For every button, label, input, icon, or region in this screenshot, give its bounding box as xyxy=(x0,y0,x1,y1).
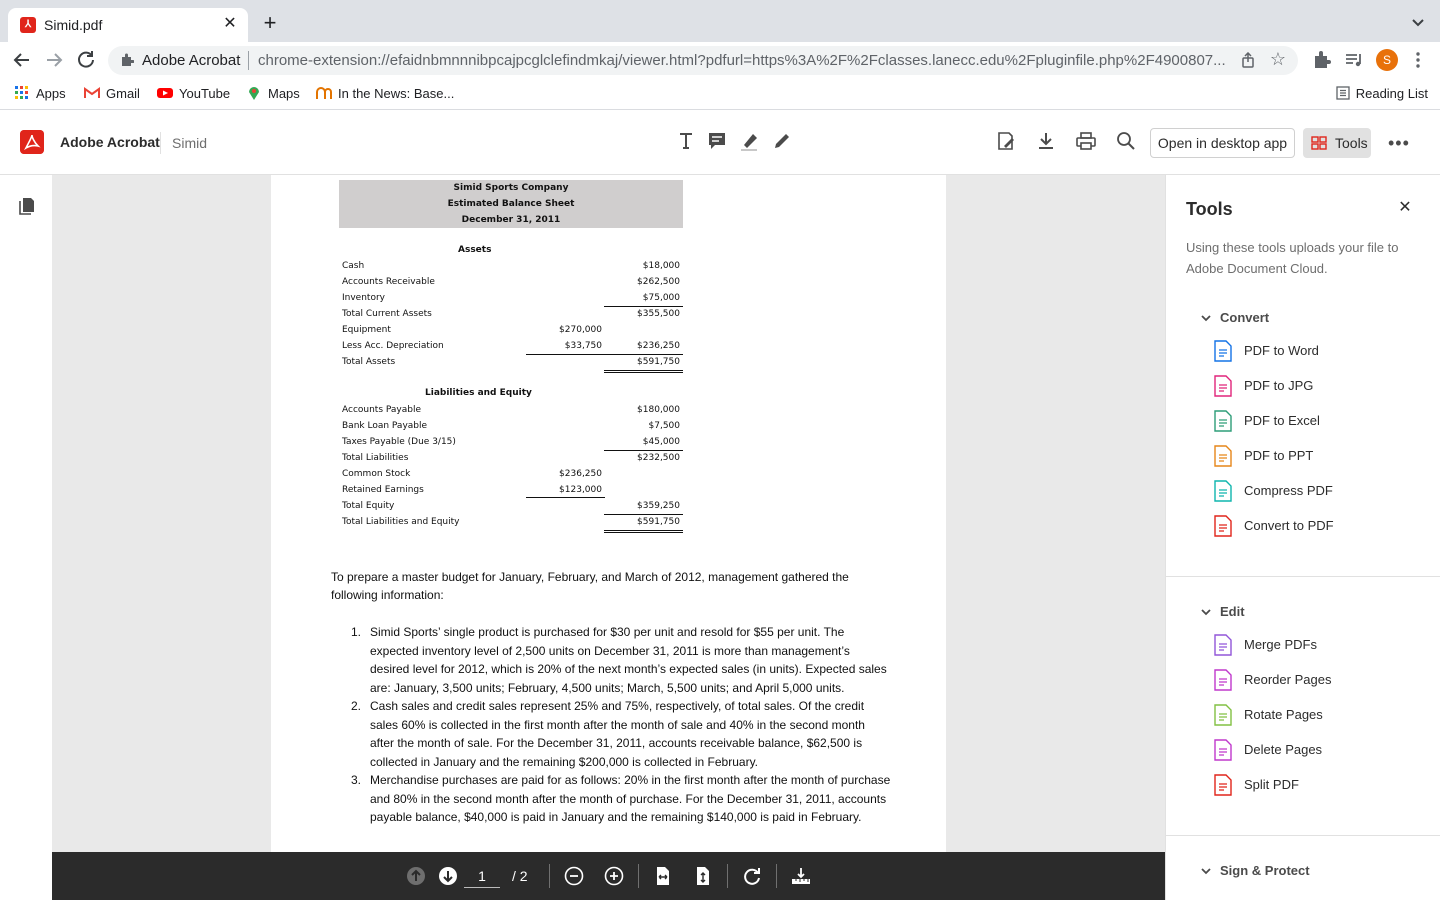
fit-page-icon[interactable] xyxy=(693,866,713,886)
rule-line xyxy=(604,450,683,451)
tool-label: PDF to Excel xyxy=(1244,413,1320,428)
row-subtotal-value: $270,000 xyxy=(559,325,602,335)
profile-avatar[interactable]: S xyxy=(1376,49,1398,71)
row-label: Accounts Receivable xyxy=(342,277,435,287)
tool-label: Merge PDFs xyxy=(1244,637,1317,652)
previous-page-icon[interactable] xyxy=(406,866,426,886)
list-item xyxy=(351,623,891,697)
header-divider xyxy=(160,132,161,154)
statement-title: Estimated Balance Sheet xyxy=(447,199,575,209)
section-heading[interactable]: Edit xyxy=(1220,604,1245,619)
tool-label: Convert to PDF xyxy=(1244,518,1334,533)
row-subtotal-value: $236,250 xyxy=(559,469,602,479)
bookmark-star-icon[interactable]: ☆ xyxy=(1269,49,1287,69)
row-label: Accounts Payable xyxy=(342,405,422,415)
tool-icon xyxy=(1212,339,1234,363)
panel-title: Tools xyxy=(1186,199,1233,219)
row-label: Bank Loan Payable xyxy=(342,421,428,431)
more-options-icon[interactable]: ••• xyxy=(1388,133,1410,153)
measure-ruler-icon[interactable] xyxy=(791,866,811,886)
reading-list-icon xyxy=(1336,86,1350,100)
row-label: Total Current Assets xyxy=(342,309,432,319)
reload-icon[interactable] xyxy=(74,48,98,72)
chevron-down-icon[interactable] xyxy=(1200,312,1212,324)
balance-sheet-header xyxy=(339,180,683,228)
chevron-down-icon[interactable] xyxy=(1200,865,1212,877)
rule-line xyxy=(604,306,683,307)
next-page-icon[interactable] xyxy=(438,866,458,886)
tool-icon xyxy=(1212,668,1234,692)
left-rail xyxy=(0,175,52,900)
acrobat-header xyxy=(0,110,1440,175)
row-value: $262,500 xyxy=(637,277,680,287)
row-value: $232,500 xyxy=(637,453,680,463)
bookmark-apps[interactable] xyxy=(14,86,66,101)
news-site-icon xyxy=(316,86,332,100)
apps-grid-icon xyxy=(14,86,30,100)
add-text-icon[interactable] xyxy=(675,130,697,152)
tool-icon xyxy=(1212,409,1234,433)
double-rule-line xyxy=(604,370,683,373)
acrobat-app-name: Adobe Acrobat xyxy=(60,134,160,150)
tab-search-chevron-icon[interactable] xyxy=(1410,14,1426,30)
zoom-out-icon[interactable] xyxy=(564,866,584,886)
row-value: $355,500 xyxy=(637,309,680,319)
url-text[interactable]: chrome-extension://efaidnbmnnnibpcajpcglclefindmkaj/viewer.html?pdfurl=https%3A%2F%2Fclasses.lanecc.edu%2Fpluginfile.php%2F4900807... xyxy=(258,52,1226,69)
bookmark-label: YouTube xyxy=(179,86,231,101)
comment-icon[interactable] xyxy=(706,130,728,152)
open-desktop-app-button[interactable]: Open in desktop app xyxy=(1150,128,1295,158)
tool-icon xyxy=(1212,738,1234,762)
bookmark-maps[interactable] xyxy=(246,86,300,101)
toolbar-divider xyxy=(549,864,550,888)
row-label: Less Acc. Depreciation xyxy=(342,341,444,351)
double-rule-line xyxy=(604,530,683,533)
row-label: Taxes Payable (Due 3/15) xyxy=(342,437,456,447)
chevron-down-icon[interactable] xyxy=(1200,606,1212,618)
rule-line xyxy=(604,514,683,515)
tools-toggle-button[interactable] xyxy=(1303,128,1371,158)
tool-label: Compress PDF xyxy=(1244,483,1333,498)
tool-label: PDF to JPG xyxy=(1244,378,1314,393)
new-tab-button[interactable]: + xyxy=(263,10,277,35)
row-value: $359,250 xyxy=(637,501,680,511)
highlight-icon[interactable] xyxy=(738,130,760,152)
toolbar-divider xyxy=(776,864,777,888)
tools-panel xyxy=(1165,175,1440,900)
row-value: $7,500 xyxy=(648,421,680,431)
media-control-icon[interactable] xyxy=(1344,50,1364,70)
assets-heading: Assets xyxy=(458,245,492,255)
tool-label: Delete Pages xyxy=(1244,742,1323,757)
draw-pencil-icon[interactable] xyxy=(771,130,793,152)
youtube-icon xyxy=(157,86,173,100)
tool-icon xyxy=(1212,444,1234,468)
chrome-menu-icon[interactable] xyxy=(1408,50,1428,70)
page-thumbnails-icon[interactable] xyxy=(19,197,35,215)
page-count: / 2 xyxy=(512,868,528,884)
share-icon[interactable] xyxy=(1240,52,1256,68)
list-number: 3. xyxy=(351,773,362,787)
pdf-favicon-icon: ⅄ xyxy=(20,17,36,33)
row-value: $180,000 xyxy=(637,405,680,415)
tool-label: PDF to Word xyxy=(1244,343,1319,358)
tool-icon xyxy=(1212,773,1234,797)
list-text: Simid Sports’ single product is purchased for $30 per unit and resold for $55 per unit. The expected inventory level of 2,500 units on December 31, 2011 is more than management’s desired level for 2012, which is 20% of the next month’s expected sales (in units). Expected sales are: January, 3,500 units; February, 4,500 units; March, 5,500 units; and April 5,000 units. xyxy=(370,625,887,695)
list-text: Merchandise purchases are paid for as follows: 20% in the first month after the month of purchase and 80% in the second month after the month of purchase. For the December 31, 2011, accounts payable balance, $40,000 is paid in January and the remaining $140,000 is paid in February. xyxy=(370,773,891,824)
panel-description: Using these tools uploads your file to Adobe Document Cloud. xyxy=(1186,240,1399,276)
rotate-icon[interactable] xyxy=(742,866,762,886)
tool-label: PDF to PPT xyxy=(1244,448,1314,463)
bookmark-news[interactable] xyxy=(316,86,454,101)
document-viewer[interactable] xyxy=(0,175,1165,900)
gmail-icon xyxy=(84,86,100,100)
numbered-list xyxy=(351,623,891,827)
tool-label: Reorder Pages xyxy=(1244,672,1332,687)
bookmark-gmail[interactable] xyxy=(84,86,140,101)
reading-list-label: Reading List xyxy=(1355,86,1428,101)
bookmarks-bar xyxy=(0,78,1440,110)
page-number-input[interactable]: 1 xyxy=(464,864,500,888)
rule-line xyxy=(526,497,605,498)
row-label: Common Stock xyxy=(342,469,411,479)
download-icon[interactable] xyxy=(1035,130,1057,152)
company-name: Simid Sports Company xyxy=(453,183,569,193)
reading-list-button[interactable] xyxy=(1336,86,1428,101)
row-label: Total Assets xyxy=(342,357,396,367)
fill-sign-icon[interactable] xyxy=(995,130,1017,152)
row-label: Retained Earnings xyxy=(342,485,424,495)
tool-label: Split PDF xyxy=(1244,777,1299,792)
list-item xyxy=(351,771,891,827)
forward-arrow-icon[interactable] xyxy=(42,48,66,72)
tool-icon xyxy=(1212,633,1234,657)
row-label: Total Liabilities xyxy=(342,453,409,463)
toolbar-divider xyxy=(638,864,639,888)
document-name: Simid xyxy=(172,135,208,151)
bookmark-label: In the News: Base... xyxy=(338,86,455,101)
maps-pin-icon xyxy=(246,86,262,100)
intro-paragraph: To prepare a master budget for January, February, and March of 2012, management gathered the following information: xyxy=(331,570,849,602)
tab-title: Simid.pdf xyxy=(44,17,103,33)
pdf-page xyxy=(271,175,946,875)
tool-icon xyxy=(1212,703,1234,727)
bookmark-label: Gmail xyxy=(106,86,140,101)
row-label: Equipment xyxy=(342,325,391,335)
site-label: Adobe Acrobat xyxy=(142,52,241,69)
page-navigation-toolbar xyxy=(52,852,1165,900)
section-divider xyxy=(1166,576,1440,577)
statement-date: December 31, 2011 xyxy=(461,215,561,225)
tab-close-icon[interactable]: ✕ xyxy=(223,15,237,32)
tool-label: Rotate Pages xyxy=(1244,707,1323,722)
section-divider xyxy=(1166,835,1440,836)
liabilities-equity-heading: Liabilities and Equity xyxy=(425,388,532,398)
acrobat-logo-icon[interactable] xyxy=(20,130,44,154)
rule-line xyxy=(526,354,683,355)
list-item xyxy=(351,697,891,771)
tools-label: Tools xyxy=(1335,135,1368,151)
section-heading[interactable]: Convert xyxy=(1220,310,1270,325)
section-heading[interactable]: Sign & Protect xyxy=(1220,863,1310,878)
row-label: Inventory xyxy=(342,293,385,303)
row-subtotal-value: $33,750 xyxy=(564,341,602,351)
row-label: Total Equity xyxy=(342,501,395,511)
tools-grid-icon xyxy=(1311,136,1327,150)
row-value: $18,000 xyxy=(642,261,680,271)
back-arrow-icon[interactable] xyxy=(10,48,34,72)
extension-puzzle-icon xyxy=(120,53,134,67)
bookmark-label: Apps xyxy=(36,86,66,101)
list-number: 2. xyxy=(351,699,362,713)
print-icon[interactable] xyxy=(1075,130,1097,152)
row-value: $591,750 xyxy=(637,357,680,367)
fit-width-icon[interactable] xyxy=(653,866,673,886)
bookmark-youtube[interactable] xyxy=(157,86,230,101)
search-icon[interactable] xyxy=(1115,130,1137,152)
address-bar[interactable] xyxy=(108,46,1298,75)
extensions-icon[interactable] xyxy=(1312,50,1332,70)
row-value: $236,250 xyxy=(637,341,680,351)
browser-toolbar xyxy=(0,42,1440,78)
tool-icon xyxy=(1212,374,1234,398)
row-value: $45,000 xyxy=(642,437,680,447)
row-value: $75,000 xyxy=(642,293,680,303)
bookmark-label: Maps xyxy=(268,86,300,101)
tab-strip xyxy=(0,0,1440,42)
omnibox-separator xyxy=(248,51,249,70)
list-number: 1. xyxy=(351,625,362,639)
browser-tab[interactable] xyxy=(8,8,248,42)
row-label: Total Liabilities and Equity xyxy=(342,517,460,527)
tool-icon xyxy=(1212,514,1234,538)
tool-icon xyxy=(1212,479,1234,503)
row-subtotal-value: $123,000 xyxy=(559,485,602,495)
row-value: $591,750 xyxy=(637,517,680,527)
toolbar-divider xyxy=(727,864,728,888)
row-label: Cash xyxy=(342,261,365,271)
list-text: Cash sales and credit sales represent 25% and 75%, respectively, of total sales. Of the credit sales 60% is collected in the first month after the month of sale and 40% in the second month after the month of sale. For the December 31, 2011, accounts receivable balance, $62,500 is collected in January and the remaining $200,000 is collected in February. xyxy=(370,699,865,769)
close-panel-icon[interactable]: ✕ xyxy=(1398,199,1412,216)
zoom-in-icon[interactable] xyxy=(604,866,624,886)
